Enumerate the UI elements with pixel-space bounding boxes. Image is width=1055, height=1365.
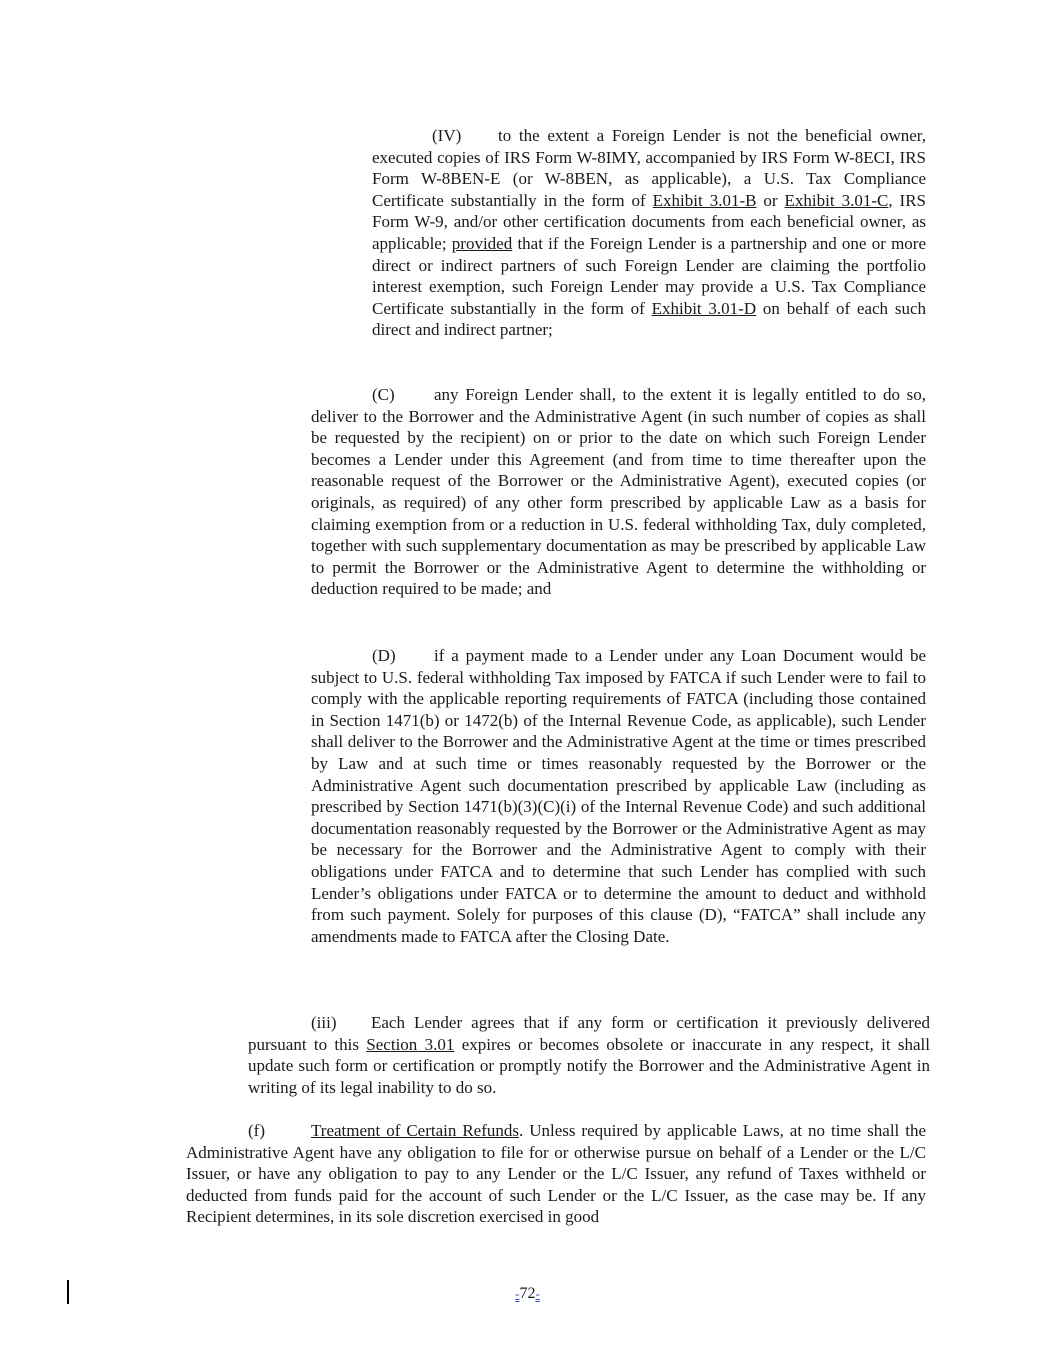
paragraph-text: or: [756, 190, 785, 210]
page-number-value: 72: [519, 1285, 536, 1302]
paragraph-iv: [372, 125, 926, 341]
clause-label: (iii): [311, 1013, 337, 1032]
page-dash-right: -: [535, 1286, 540, 1301]
paragraph-d: [311, 645, 926, 947]
paragraph-text: expires or becomes obsolete or inaccurate in any respect, it shall update such form or certification or promptly notify the Borrower and the Administrative Agent in writing of its legal inability to do so.: [248, 1034, 930, 1097]
paragraph-text: Each Lender agrees that if any form or certification it previously delivered pursuant to this: [248, 1013, 930, 1054]
clause-label: (IV): [432, 126, 462, 145]
page-number: [0, 1283, 1055, 1305]
paragraph-f: [186, 1120, 926, 1228]
exhibit-3-01-d-link[interactable]: Exhibit 3.01-D: [651, 298, 757, 318]
paragraph-text: to the extent a Foreign Lender is not the beneficial owner, executed copies of IRS Form W-8IMY, accompanied by IRS Form W-8ECI, IRS Form W-8BEN-E (or W-8BEN, as applicable), a U.S. Tax Compliance Certificate substantially in the form of: [372, 126, 926, 210]
exhibit-3-01-c-link[interactable]: Exhibit 3.01-C: [784, 190, 889, 210]
paragraph-text: on behalf of each such direct and indirect partner;: [372, 298, 926, 340]
paragraph-iii: [248, 1012, 930, 1098]
paragraph-c: [311, 384, 926, 600]
paragraph-text: that if the Foreign Lender is a partnership and one or more direct or indirect partners of such Foreign Lender are claiming the portfolio interest exemption, such Foreign Lender may provide a U.S. Tax Compliance Certificate substantially in the form of: [372, 233, 926, 318]
clause-label: (f): [248, 1121, 265, 1140]
paragraph-text: . Unless required by applicable Laws, at no time shall the Administrative Agent have any obligation to file for or otherwise pursue on behalf of a Lender or the L/C Issuer, or have any obligation to pay to any Lender or the L/C Issuer, any refund of Taxes withheld or deducted from funds paid for the account of such Lender or the L/C Issuer, as the case may be. If any Recipient determines, in its sole discretion exercised in good: [186, 1121, 926, 1227]
provided-term: provided: [451, 233, 513, 253]
clause-label: (C): [372, 385, 395, 404]
page-dash-left: -: [515, 1286, 520, 1301]
section-heading: Treatment of Certain Refunds: [311, 1121, 519, 1140]
section-3-01-link[interactable]: Section 3.01: [366, 1034, 455, 1054]
exhibit-3-01-b-link[interactable]: Exhibit 3.01-B: [652, 190, 757, 210]
clause-label: (D): [372, 646, 396, 665]
paragraph-text: , IRS Form W-9, and/or other certification documents from each beneficial owner, as applicable;: [372, 190, 926, 253]
paragraph-text: if a payment made to a Lender under any Loan Document would be subject to U.S. federal withholding Tax imposed by FATCA if such Lender were to fail to comply with the applicable reporting requirements of FATCA (including those contained in Section 1471(b) or 1472(b) of the Internal Revenue Code, as applicable), such Lender shall deliver to the Borrower and the Administrative Agent at the time or times prescribed by Law and at such time or times reasonably requested by the Borrower or the Administrative Agent such documentation prescribed by applicable Law (including as prescribed by Section 1471(b)(3)(C)(i) of the Internal Revenue Code) and such additional documentation reasonably requested by the Borrower or the Administrative Agent as may be necessary for the Borrower and the Administrative Agent to comply with their obligations under FATCA and to determine that such Lender has complied with such Lender’s obligations under FATCA or to determine the amount to deduct and withhold from such payment. Solely for purposes of this clause (D), “FATCA” shall include any amendments made to FATCA after the Closing Date.: [311, 646, 926, 946]
paragraph-text: any Foreign Lender shall, to the extent it is legally entitled to do so, deliver to the Borrower and the Administrative Agent (in such number of copies as shall be requested by the recipient) on or prior to the date on which such Foreign Lender becomes a Lender under this Agreement (and from time to time thereafter upon the reasonable request of the Borrower or the Administrative Agent), executed copies (or originals, as required) of any other form prescribed by applicable Law as a basis for claiming exemption from or a reduction in U.S. federal withholding Tax, duly completed, together with such supplementary documentation as may be prescribed by applicable Law to permit the Borrower or the Administrative Agent to determine the withholding or deduction required to be made; and: [311, 385, 926, 599]
